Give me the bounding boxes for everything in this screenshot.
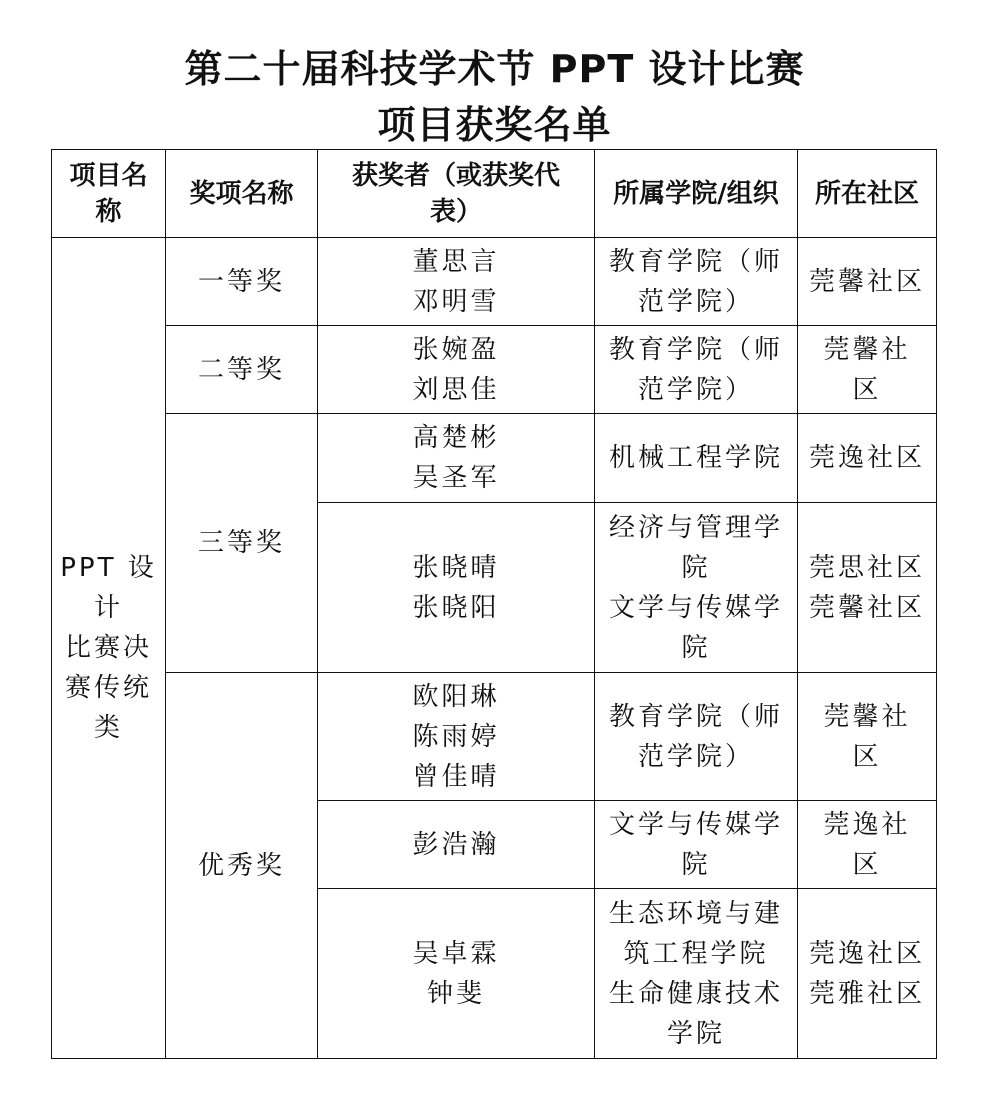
header-project-name: 项目名 称 [52, 150, 166, 238]
college-cell: 生态环境与建 筑工程学院 生命健康技术 学院 [595, 889, 798, 1059]
college-cell: 教育学院（师 范学院） [595, 238, 798, 326]
table-row [52, 238, 937, 326]
header-college: 所属学院/组织 [595, 150, 798, 238]
award-merit: 优秀奖 [166, 673, 318, 1059]
header-row [52, 150, 937, 238]
winners-cell: 高楚彬 吴圣军 [318, 414, 595, 503]
project-name-cell: PPT 设计 比赛决 赛传统 类 [52, 238, 166, 1059]
award-second: 二等奖 [166, 326, 318, 414]
community-cell: 莞馨社区 [798, 238, 937, 326]
winners-cell: 欧阳琳 陈雨婷 曾佳晴 [318, 673, 595, 801]
header-winner: 获奖者（或获奖代 表） [318, 150, 595, 238]
college-cell: 教育学院（师 范学院） [595, 673, 798, 801]
awards-table [51, 149, 937, 1059]
community-cell: 莞逸社区 [798, 414, 937, 503]
college-cell: 文学与传媒学 院 [595, 801, 798, 889]
header-community: 所在社区 [798, 150, 937, 238]
winners-cell: 董思言 邓明雪 [318, 238, 595, 326]
community-cell: 莞逸社 区 [798, 801, 937, 889]
community-cell: 莞逸社区 莞雅社区 [798, 889, 937, 1059]
award-first: 一等奖 [166, 238, 318, 326]
award-third: 三等奖 [166, 414, 318, 673]
community-cell: 莞馨社 区 [798, 326, 937, 414]
winners-cell: 张婉盈 刘思佳 [318, 326, 595, 414]
document-subtitle: 项目获奖名单 [377, 103, 612, 147]
document-title: 第二十届科技学术节 PPT 设计比赛 [184, 47, 805, 91]
college-cell: 机械工程学院 [595, 414, 798, 503]
college-cell: 教育学院（师 范学院） [595, 326, 798, 414]
community-cell: 莞思社区 莞馨社区 [798, 503, 937, 673]
college-cell: 经济与管理学 院 文学与传媒学 院 [595, 503, 798, 673]
winners-cell: 张晓晴 张晓阳 [318, 503, 595, 673]
community-cell: 莞馨社 区 [798, 673, 937, 801]
header-award-name: 奖项名称 [166, 150, 318, 238]
winners-cell: 彭浩瀚 [318, 801, 595, 889]
winners-cell: 吴卓霖 钟斐 [318, 889, 595, 1059]
table-row [52, 673, 937, 801]
table-row [52, 326, 937, 414]
table-row [52, 414, 937, 503]
